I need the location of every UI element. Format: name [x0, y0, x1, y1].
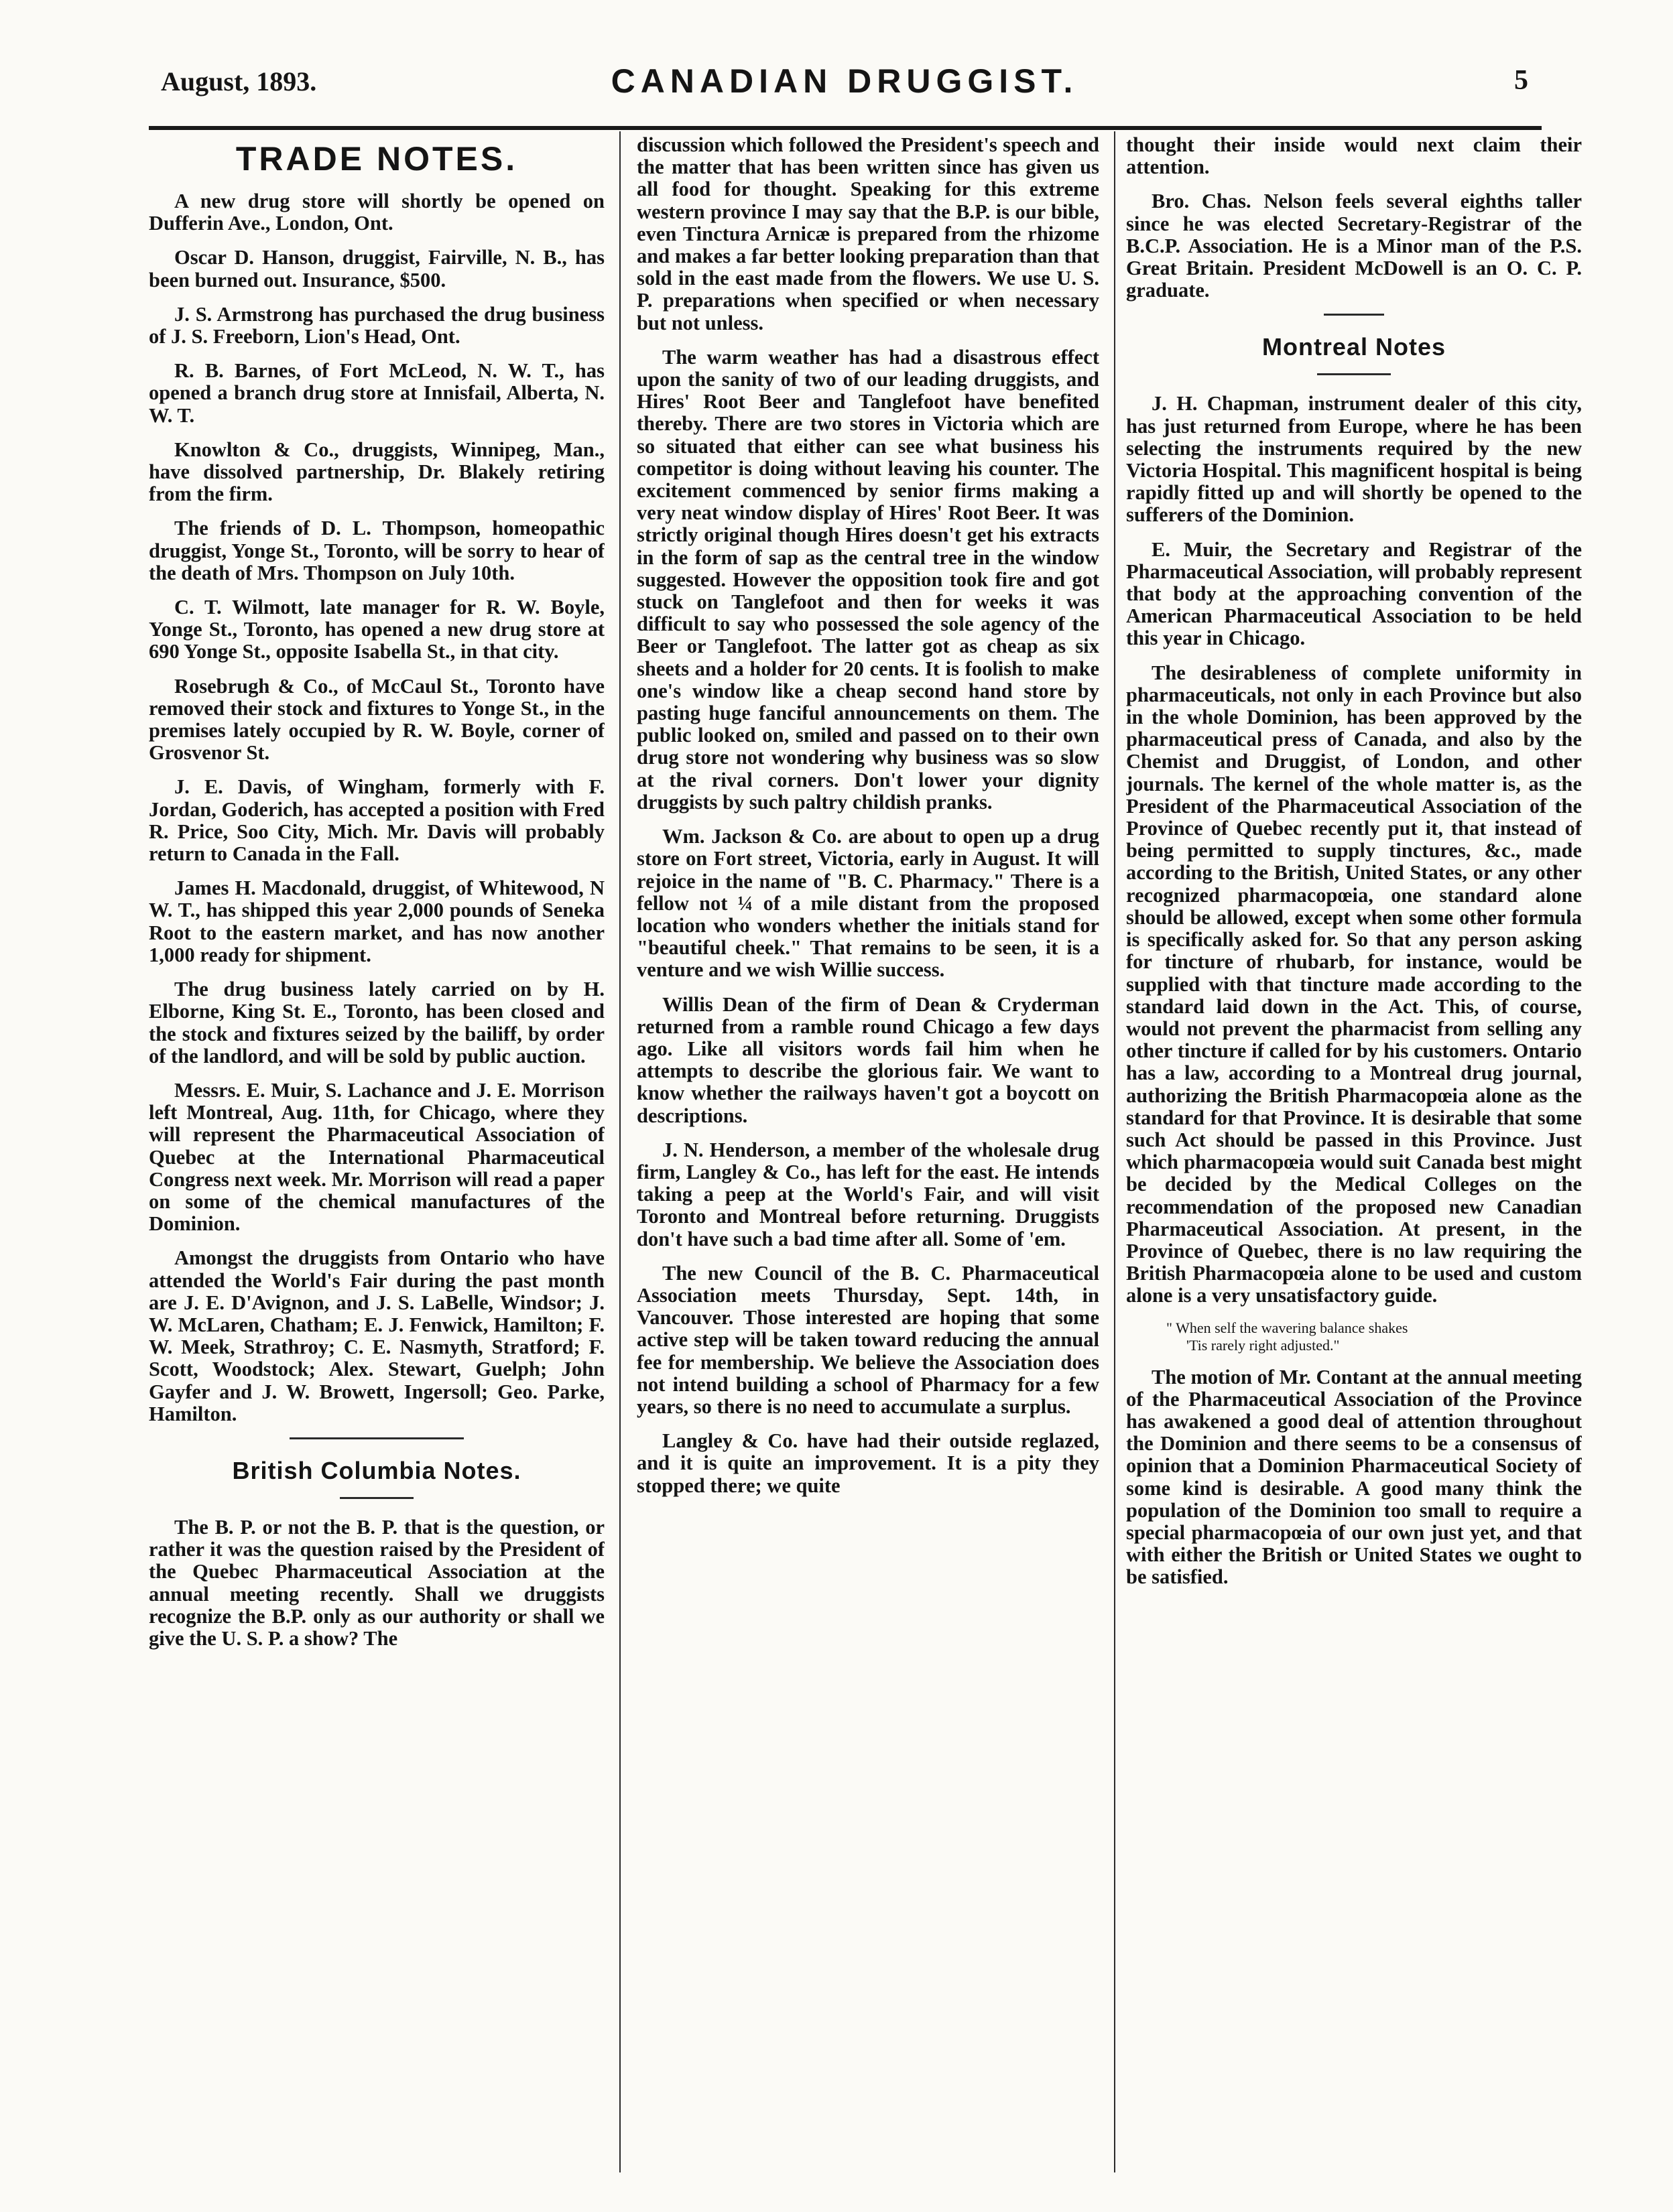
bc-note-paragraph: J. N. Henderson, a member of the wholesale drug firm, Langley & Co., has left for the east. He intends taking a peep at the World's Fair, and will visit Toronto and Montreal before returning. Druggists don't have such a bad time after all. Some of 'em. — [637, 1138, 1099, 1250]
trade-note: J. E. Davis, of Wingham, formerly with F. Jordan, Goderich, has accepted a position with Fred R. Price, Soo City, Mich. Mr. Davis will probably return to Canada in the Fall. — [149, 775, 605, 866]
heading-rule — [1317, 373, 1391, 375]
trade-notes-heading: TRADE NOTES. — [235, 140, 518, 178]
header-rule — [149, 126, 1542, 130]
montreal-note-paragraph: The desirableness of complete uniformity in pharmaceuticals, not only in each Province but also in the whole Dominion, has been approved by the pharmaceutical press of Canada, and also by the Chemist and Druggist, of London, and other journals. The kernel of the whole matter is, as the President of the Pharmaceutical Association of the Province of Quebec recently put it, that instead of being permitted to supply tinctures, &c., made according to the British, United States, or any other recognized pharmacopœia, one standard alone should be allowed, except when some other formula is specifically asked for. So that any person asking for tincture of rhubarb, for instance, would be supplied with that tincture made according to the standard laid down in the Act. This, of course, would not prevent the pharmacist from selling any other tincture if called for by his customers. Ontario has a law, according to a Montreal drug journal, authorizing the British Pharmacopœia alone as the standard for that Province. It is desirable that some such Act should be passed in this Province. Just which pharmacopœia would suit Canada best might be decided by the Medical Colleges on the recommendation of the proposed new Canadian Pharmaceutical Association. At present, in the Province of Quebec, there is no law requiring the British Pharmacopœia alone to be used and custom alone is a very unsatisfactory guide. — [1126, 661, 1582, 1307]
page-header — [161, 62, 1528, 102]
trade-note: Amongst the druggists from Ontario who have attended the World's Fair during the past month are J. E. D'Avignon, and J. S. LaBelle, Windsor; J. W. McLaren, Chatham; E. J. Fenwick, Hamilton; F. W. Meek, Strathroy; C. E. Nasmyth, Stratford; F. Scott, Woodstock; Alex. Stewart, Guelph; John Gayfer and J. W. Browett, Ingersoll; Geo. Parke, Hamilton. — [149, 1246, 605, 1425]
column-1 — [149, 134, 605, 2171]
trade-note: Rosebrugh & Co., of McCaul St., Toronto have removed their stock and fixtures to Yonge St., in the premises lately occupied by R. W. Boyle, corner of Grosvenor St. — [149, 674, 605, 765]
bc-note-paragraph: Willis Dean of the firm of Dean & Cryderman returned from a ramble round Chicago a few days ago. Like all visitors words fail him when he attempts to describe the glorious fair. We want to know whether the railways haven't got a boycott on descriptions. — [637, 992, 1099, 1127]
section-divider — [290, 1437, 464, 1439]
section-divider — [1324, 314, 1384, 316]
montreal-note-paragraph: J. H. Chapman, instrument dealer of this city, has just returned from Europe, where he has been selecting the instruments required by the new Victoria Hospital. This magnificent hospital is being rapidly fitted up and will shortly be opened to the sufferers of the Dominion. — [1126, 392, 1582, 527]
trade-note: Messrs. E. Muir, S. Lachance and J. E. Morrison left Montreal, Aug. 11th, for Chicago, where they will represent the Pharmaceutical Association of Quebec at the International Pharmaceutical Congress next week. Mr. Morrison will read a paper on some of the chemical manufactures of the Dominion. — [149, 1078, 605, 1236]
montreal-notes-heading: Montreal Notes — [1261, 333, 1446, 361]
verse-quote — [1166, 1319, 1582, 1354]
heading-rule — [340, 1497, 414, 1499]
page-number: 5 — [1514, 65, 1528, 96]
bc-note-paragraph: Wm. Jackson & Co. are about to open up a drug store on Fort street, Victoria, early in August. It will rejoice in the name of "B. C. Pharmacy." There is a fellow not ¼ of a mile distant from the proposed location who wonders whether the initials stand for "beautiful cheek." That remains to be seen, it is a venture and we wish Willie success. — [637, 825, 1099, 982]
publication-title: CANADIAN DRUGGIST. — [611, 62, 1078, 100]
bc-note-paragraph: The B. P. or not the B. P. that is the question, or rather it was the question raised by the President of the Quebec Pharmaceutical Association at the annual meeting recently. Shall we druggists recognize the B.P. only as our authority or shall we give the U. S. P. a show? The — [149, 1515, 605, 1650]
british-columbia-notes-heading: British Columbia Notes. — [232, 1456, 521, 1484]
column-2 — [637, 134, 1099, 2171]
bc-note-paragraph: The new Council of the B. C. Pharmaceutical Association meets Thursday, Sept. 14th, in Vancouver. Those interested are hoping that some active step will be taken toward reducing the annual fee for membership. We believe the Association does not intend building a school of Pharmacy for a few years, so there is no need to accumulate a surplus. — [637, 1261, 1099, 1418]
bc-note-paragraph: Bro. Chas. Nelson feels several eighths taller since he was elected Secretary-Registrar of the B.C.P. Association. He is a Minor man of the P.S. Great Britain. President McDowell is an O. C. P. graduate. — [1126, 190, 1582, 302]
trade-notes-list — [149, 190, 605, 1425]
column-divider — [1114, 131, 1115, 2172]
montreal-note-paragraph: The motion of Mr. Contant at the annual meeting of the Pharmaceutical Association of the Province has awakened a good deal of attention throughout the Dominion and there seems to be a consensus of opinion that a Dominion Pharmaceutical Society of some kind is desirable. A good many think the population of the Dominion too small to require a special pharmacopœia of our own just yet, and that with either the British or United States we ought to be satisfied. — [1126, 1365, 1582, 1589]
trade-note: James H. Macdonald, druggist, of Whitewood, N W. T., has shipped this year 2,000 pounds of Seneka Root to the eastern market, and has now another 1,000 ready for shipment. — [149, 876, 605, 966]
column-3 — [1126, 134, 1582, 2171]
trade-note: R. B. Barnes, of Fort McLeod, N. W. T., has opened a branch drug store at Innisfail, Alberta, N. W. T. — [149, 359, 605, 427]
quote-line: " When self the wavering balance shakes — [1166, 1319, 1408, 1336]
montreal-note-paragraph: E. Muir, the Secretary and Registrar of the Pharmaceutical Association, will probably represent that body at the approaching convention of the American Pharmaceutical Association to be held this year in Chicago. — [1126, 537, 1582, 650]
column-divider — [619, 131, 621, 2172]
issue-date: August, 1893. — [161, 66, 317, 96]
bc-note-paragraph: Langley & Co. have had their outside reglazed, and it is quite an improvement. It is a pity they stopped there; we quite — [637, 1429, 1099, 1497]
trade-note: J. S. Armstrong has purchased the drug business of J. S. Freeborn, Lion's Head, Ont. — [149, 302, 605, 348]
bc-note-paragraph: thought their inside would next claim their attention. — [1126, 134, 1582, 179]
trade-note: The drug business lately carried on by H. Elborne, King St. E., Toronto, has been closed and the stock and fixtures seized by the bailiff, by order of the landlord, and will be sold by public auction. — [149, 978, 605, 1067]
trade-note: Oscar D. Hanson, druggist, Fairville, N. B., has been burned out. Insurance, $500. — [149, 246, 605, 291]
trade-note: Knowlton & Co., druggists, Winnipeg, Man., have dissolved partnership, Dr. Blakely retiring from the firm. — [149, 438, 605, 506]
bc-note-paragraph: discussion which followed the President's speech and the matter that has been written since has given us all food for thought. Speaking for this extreme western province I may say that the B.P. is our bible, even Tinctura Arnicæ is prepared from the rhizome and makes a far better looking preparation than that sold in the east made from the flowers. We use U. S. P. preparations when specified or when necessary but not unless. — [637, 134, 1099, 334]
trade-note: A new drug store will shortly be opened on Dufferin Ave., London, Ont. — [149, 190, 605, 235]
quote-line: 'Tis rarely right adjusted." — [1186, 1336, 1340, 1354]
bc-note-paragraph: The warm weather has had a disastrous effect upon the sanity of two of our leading druggists, and Hires' Root Beer and Tanglefoot have benefited thereby. There are two stores in Victoria which are so situated that either can see what business his competitor is doing without leaving his counter. The excitement commenced by senior firms making a very neat window display of Hires' Root Beer. It was strictly original though Hires doesn't get his extracts in the form of sap as the central tree in the window suggested. However the opposition took fire and got stuck on Tanglefoot and then for weeks it was difficult to say who possessed the sole agency of the Beer or Tanglefoot. The latter got as cheap as six sheets and a holder for 20 cents. It is foolish to make one's window like a cheap second hand store by pasting huge fanciful announcements on them. The public looked on, smiled and passed on to their own drug store not wondering why business was so slow at the rival corners. Don't lower your dignity druggists by such paltry childish pranks. — [637, 345, 1099, 814]
trade-note: C. T. Wilmott, late manager for R. W. Boyle, Yonge St., Toronto, has opened a new drug store at 690 Yonge St., opposite Isabella St., in that city. — [149, 596, 605, 663]
trade-note: The friends of D. L. Thompson, homeopathic druggist, Yonge St., Toronto, will be sorry to hear of the death of Mrs. Thompson on July 10th. — [149, 517, 605, 584]
